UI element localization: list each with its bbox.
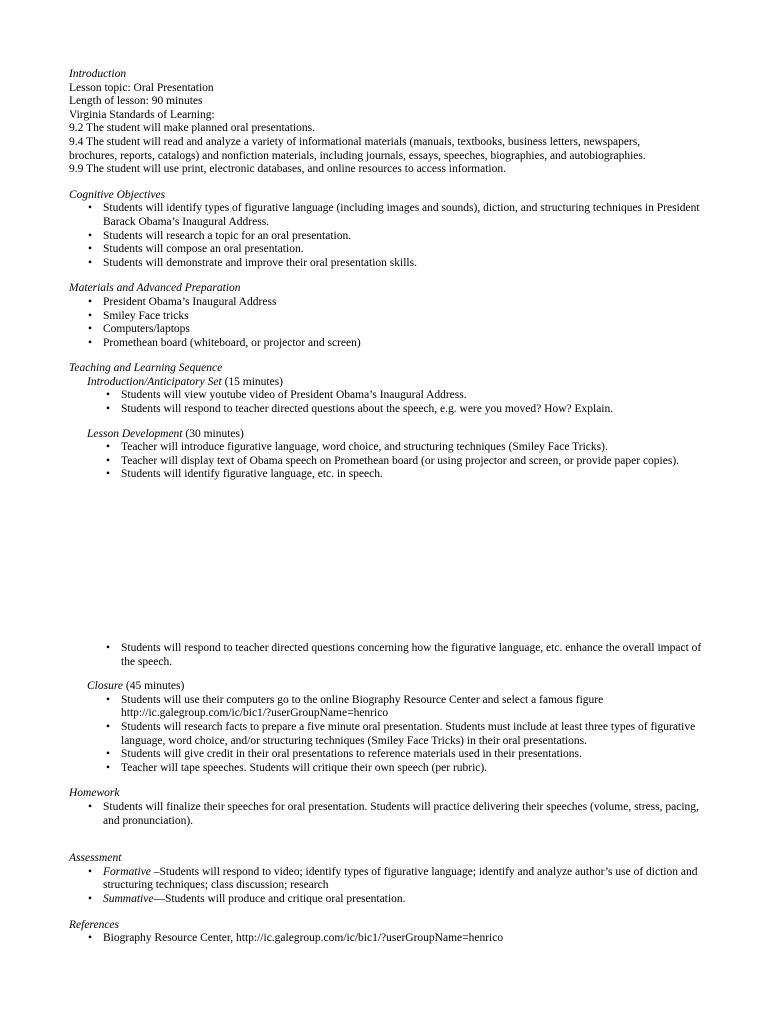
list-item: • Students will view youtube video of President Obama’s Inaugural Address. — [69, 389, 709, 403]
list-item: • Students will identify figurative language, etc. in speech. — [69, 468, 709, 482]
cognitive-objectives-heading: Cognitive Objectives — [69, 188, 166, 201]
anticipatory-set-label: Introduction/Anticipatory Set — [87, 375, 222, 388]
list-item — [69, 893, 709, 907]
list-item: • President Obama’s Inaugural Address — [69, 296, 709, 310]
teaching-sequence-section — [69, 362, 709, 775]
list-item: • Students will use their computers go to the online Biography Resource Center and select a famous figure http://ic.galegroup.com/ic/bic1/?userGroupName=henrico — [69, 694, 709, 721]
materials-heading: Materials and Advanced Preparation — [69, 282, 241, 295]
lesson-plan-document — [69, 68, 709, 946]
cognitive-objectives-list — [69, 202, 709, 270]
list-item: • Computers/laptops — [69, 323, 709, 337]
list-item: • Students will identify types of figurative language (including images and sounds), diction, and structuring techniques in President Barack Obama’s Inaugural Address. — [69, 202, 709, 229]
anticipatory-set-time: (15 minutes) — [221, 375, 284, 388]
list-item: • Teacher will introduce figurative language, word choice, and structuring techniques (Smiley Face Tricks). — [69, 441, 709, 455]
list-item: • Students will demonstrate and improve their oral presentation skills. — [69, 257, 709, 271]
lesson-development-list — [69, 441, 709, 482]
cognitive-objectives-section — [69, 189, 709, 271]
homework-section — [69, 787, 709, 828]
list-item: • Promethean board (whiteboard, or projector and screen) — [69, 337, 709, 351]
closure-list — [69, 694, 709, 776]
lesson-development-label: Lesson Development — [87, 427, 183, 440]
list-item: • Students will research a topic for an oral presentation. — [69, 230, 709, 244]
lesson-development-list-continued — [69, 642, 709, 669]
assessment-heading: Assessment — [69, 852, 122, 865]
list-item: • Teacher will tape speeches. Students will critique their own speech (per rubric). — [69, 762, 709, 776]
summative-text: —Students will produce and critique oral presentation. — [153, 892, 406, 905]
homework-heading: Homework — [69, 787, 120, 800]
list-item: • Students will respond to teacher directed questions about the speech, e.g. were you moved? How? Explain. — [69, 403, 709, 417]
lesson-development-time: (30 minutes) — [182, 427, 244, 440]
materials-list — [69, 296, 709, 350]
list-item: • Teacher will display text of Obama speech on Promethean board (or using projector and screen, or provide paper copies). — [69, 455, 709, 469]
introduction-section — [69, 68, 709, 177]
standard-9-4-cont: brochures, reports, catalogs) and nonfiction materials, including journals, essays, speeches, biographies, and autobiographies. — [69, 149, 646, 162]
list-item: • Biography Resource Center, http://ic.galegroup.com/ic/bic1/?userGroupName=henrico — [69, 932, 709, 946]
formative-label: Formative — [103, 865, 151, 878]
blank-space — [69, 482, 709, 642]
closure-heading — [87, 680, 709, 694]
list-item: • Smiley Face tricks — [69, 310, 709, 324]
closure-label: Closure — [87, 680, 123, 693]
teaching-sequence-heading: Teaching and Learning Sequence — [69, 362, 223, 375]
list-item: • Students will research facts to prepare a five minute oral presentation. Students must include at least three types of figurative language, word choice, and/or structuring techniques (Smiley Face Tricks) in their oral presentations. — [69, 721, 709, 748]
standards-label: Virginia Standards of Learning: — [69, 108, 215, 121]
list-item — [69, 866, 709, 893]
list-item: • Students will compose an oral presentation. — [69, 243, 709, 257]
lesson-development-heading — [87, 428, 709, 442]
references-section — [69, 919, 709, 946]
introduction-heading: Introduction — [69, 68, 127, 80]
standard-9-2: 9.2 The student will make planned oral presentations. — [69, 122, 316, 135]
list-item: • Students will finalize their speeches for oral presentation. Students will practice delivering their speeches (volume, stress, pacing, and pronunciation). — [69, 801, 709, 828]
summative-label: Summative — [103, 892, 154, 905]
homework-list — [69, 801, 709, 828]
assessment-section — [69, 852, 709, 906]
references-list — [69, 932, 709, 946]
materials-section — [69, 282, 709, 350]
assessment-list — [69, 866, 709, 907]
lesson-topic: Lesson topic: Oral Presentation — [69, 81, 214, 94]
anticipatory-set-heading — [87, 376, 709, 390]
references-heading: References — [69, 918, 120, 931]
standard-9-9: 9.9 The student will use print, electronic databases, and online resources to access information. — [69, 163, 506, 176]
lesson-length: Length of lesson: 90 minutes — [69, 95, 203, 108]
list-item: • Students will give credit in their oral presentations to reference materials used in their presentations. — [69, 748, 709, 762]
list-item: • Students will respond to teacher directed questions concerning how the figurative language, etc. enhance the overall impact of the speech. — [69, 642, 709, 669]
formative-text: –Students will respond to video; identify types of figurative language; identify and analyze author’s use of diction and structuring techniques; class discussion; research — [103, 865, 698, 892]
closure-time: (45 minutes) — [123, 680, 185, 693]
anticipatory-set-list — [69, 389, 709, 416]
standard-9-4: 9.4 The student will read and analyze a variety of informational materials (manuals, textbooks, business letters, newspapers, — [69, 135, 641, 148]
